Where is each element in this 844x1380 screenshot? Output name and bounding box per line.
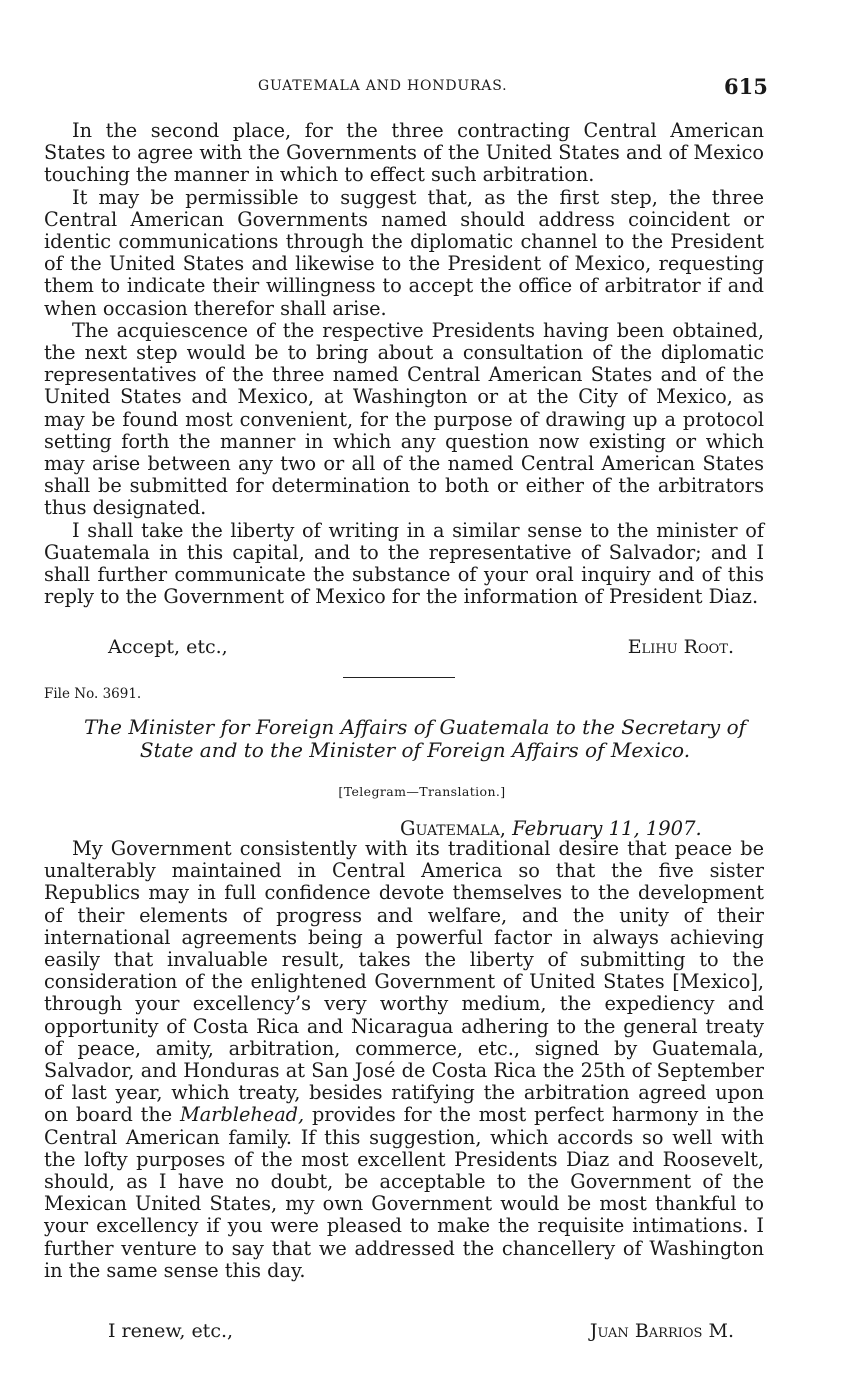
closing-renew: I renew, etc., — [108, 1320, 234, 1342]
section-divider — [343, 677, 455, 678]
signature-juan-barrios: Juan Barrios M. — [589, 1320, 734, 1342]
heading-line-2: State and to the Minister of Foreign Affairs of Mexico. — [139, 738, 691, 762]
running-head — [0, 76, 844, 104]
letter-root-body — [44, 120, 764, 608]
paragraph-second-place: In the second place, for the three contracting Central American States to agree with the Governments of the United States and of Mexico touching the manner in which to effect such arbitration. — [44, 119, 764, 187]
paragraph-liberty: I shall take the liberty of writing in a similar sense to the minister of Guatemala in this capital, and to the representative of Salvador; and I shall further communicate the substance of your oral inquiry and of this reply to the Government of Mexico for the information of President Diaz. — [44, 518, 764, 609]
letter-barrios-closing — [44, 1320, 734, 1344]
page-number: 615 — [724, 74, 768, 99]
ship-name: Marblehead, — [179, 1103, 305, 1127]
dateline-date: February 11, 1907. — [512, 817, 702, 840]
body-text-part-1: My Government consistently with its traditional desire that peace be unalterably maintained in Central America so that the five sister Republics may in full confidence devote themselves to the development of their elements of progress and welfare, and the unity of their international agreements being a powerful factor in always achieving easily that invaluable result, takes the liberty of submitting to the consideration of the enlightened Government of United States [Mexico], through your excellency’s very worthy medium, the expediency and opportunity of Costa Rica and Nicaragua adhering to the general treaty of peace, amity, arbitration, commerce, etc., signed by Guatemala, Salvador, and Honduras at San José de Costa Rica the 25th of September of last year, which treaty, besides ratifying the arbitration agreed upon on board the — [44, 837, 764, 1127]
paragraph-my-government — [44, 838, 764, 1282]
file-number: File No. 3691. — [44, 686, 142, 702]
signature-elihu-root: Elihu Root. — [627, 636, 734, 658]
body-text-part-2: provides for the most perfect harmony in the Central American family. If this suggestion, which accords so well with the lofty purposes of the most excellent Presidents Diaz and Roosevelt, should, as I have no doubt, be acceptable to the Government of the Mexican United States, my own Government would be most thankful to your excellency if you were pleased to make the requisite intimations. I further venture to say that we addressed the chancellery of Washington in the same sense this day. — [44, 1103, 764, 1282]
letter-barrios-body — [44, 838, 764, 1282]
paragraph-first-step: It may be permissible to suggest that, as the first step, the three Central American Governments named should address coincident or identic communications through the diplomatic channel to the President of the United States and likewise to the President of Mexico, requesting them to indicate their willingness to accept the office of arbitrator if and when occasion therefor shall arise. — [44, 185, 764, 320]
telegram-note: [Telegram—Translation.] — [338, 784, 506, 799]
document-heading — [30, 716, 800, 762]
dateline-place: Guatemala, — [400, 817, 506, 840]
running-title: GUATEMALA AND HONDURAS. — [258, 78, 508, 94]
paragraph-acquiescence: The acquiescence of the respective Presidents having been obtained, the next step would be to bring about a consultation of the diplomatic representatives of the three named Central American States and of the United States and Mexico, at Washington or at the City of Mexico, as may be found most convenient, for the purpose of drawing up a protocol setting forth the manner in which any question now existing or which may arise between any two or all of the named Central American States shall be submitted for determination to both or either of the arbitrators thus designated. — [44, 318, 764, 520]
closing-accept: Accept, etc., — [108, 636, 228, 658]
heading-line-1: The Minister for Foreign Affairs of Guatemala to the Secretary of — [83, 715, 747, 739]
letter-root-closing — [44, 636, 734, 660]
